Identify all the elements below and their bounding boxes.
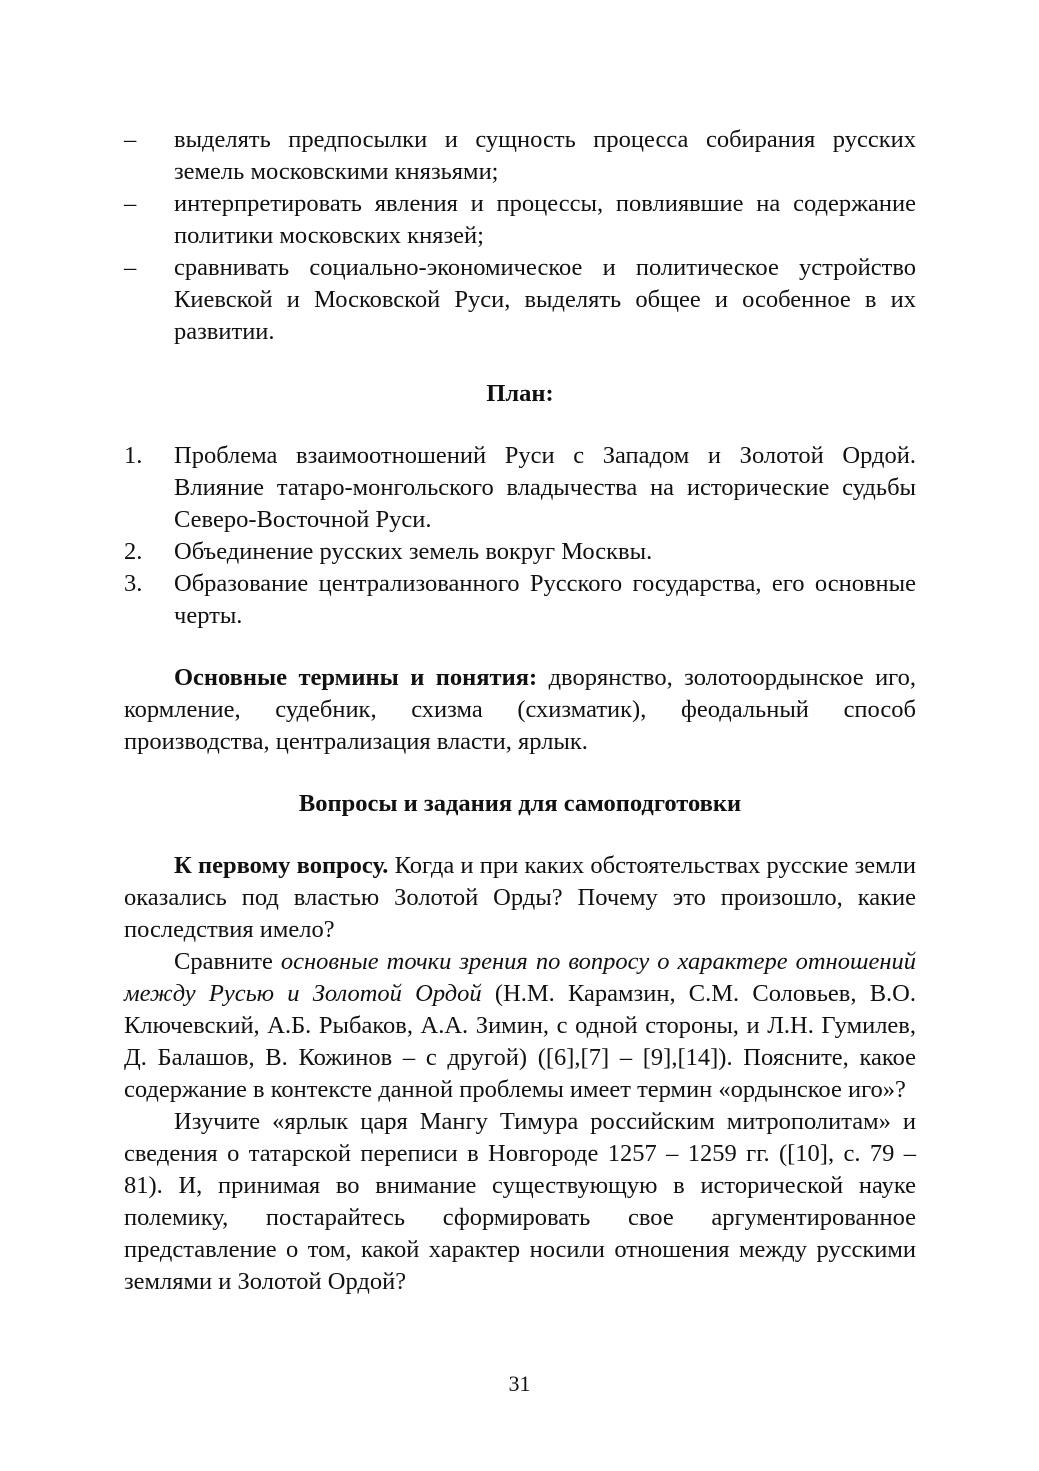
plan-item-text: Проблема взаимоотношений Руси с Западом и Золотой Ордой. Влияние татаро-монгольского владычества на исторические судьбы Северо-Восточной Руси.: [174, 442, 916, 533]
list-item: [124, 252, 916, 348]
study-text: Изучите «ярлык царя Мангу Тимура российским митрополитам» и сведения о татарской переписи в Новгороде 1257 – 1259 гг. ([10], с. 79 – 81). И, принимая во внимание существующую в исторической науке полемику, постарайтесь сформировать свое аргументированное представление о том, какой характер носили отношения между русскими землями и Золотой Ордой?: [124, 1108, 916, 1295]
plan-heading: План:: [486, 380, 554, 407]
list-marker: –: [124, 190, 137, 217]
question-paragraph-1: [124, 850, 916, 946]
page-body: [124, 124, 916, 1298]
list-marker: –: [124, 126, 137, 153]
question-paragraph-3: [124, 1106, 916, 1298]
list-item-text: сравнивать социально-экономическое и политическое устройство Киевской и Московской Руси, выделять общее и особенное в их развитии.: [174, 254, 916, 345]
plan-item-number: 2.: [124, 538, 143, 565]
plan-item: [124, 568, 916, 632]
question-paragraph-2: [124, 946, 916, 1106]
plan-item-number: 3.: [124, 570, 143, 597]
objectives-list: [124, 124, 916, 348]
plan-item-text: Объединение русских земель вокруг Москвы.: [174, 538, 653, 565]
plan-item: [124, 440, 916, 536]
plan-item: [124, 536, 916, 568]
list-item: [124, 124, 916, 188]
list-marker: –: [124, 254, 137, 281]
list-item: [124, 188, 916, 252]
compare-lead: Сравните: [174, 948, 281, 975]
questions-heading: Вопросы и задания для самоподготовки: [298, 790, 742, 817]
first-question-label: К первому вопросу.: [174, 852, 389, 879]
first-question-text: Когда и при каких обстоятельствах русские земли оказались под властью Золотой Орды? Почему это произошло, какие последствия имело?: [124, 852, 916, 943]
plan-item-number: 1.: [124, 442, 143, 469]
compare-italic-topic: основные точки зрения по вопросу о характере отношений между Русью и Золотой Ордой: [124, 948, 916, 1007]
plan-list: [124, 440, 916, 632]
list-item-text: интерпретировать явления и процессы, повлиявшие на содержание политики московских князей;: [174, 190, 916, 249]
key-terms-text: дворянство, золотоордынское иго, кормление, судебник, схизма (схизматик), феодальный способ производства, централизация власти, ярлык.: [124, 664, 916, 755]
page-number: 31: [508, 1371, 531, 1396]
key-terms-paragraph: [124, 662, 916, 758]
plan-item-text: Образование централизованного Русского государства, его основные черты.: [174, 570, 916, 629]
list-item-text: выделять предпосылки и сущность процесса собирания русских земель московскими князьями;: [174, 126, 916, 185]
compare-rest: (Н.М. Карамзин, С.М. Соловьев, В.О. Ключевский, А.Б. Рыбаков, А.А. Зимин, с одной стороны, и Л.Н. Гумилев, Д. Балашов, В. Кожинов – с другой) ([6],[7] – [9],[14]). Поясните, какое содержание в контексте данной проблемы имеет термин «ордынское иго»?: [124, 980, 916, 1103]
key-terms-label: Основные термины и понятия:: [174, 664, 538, 691]
